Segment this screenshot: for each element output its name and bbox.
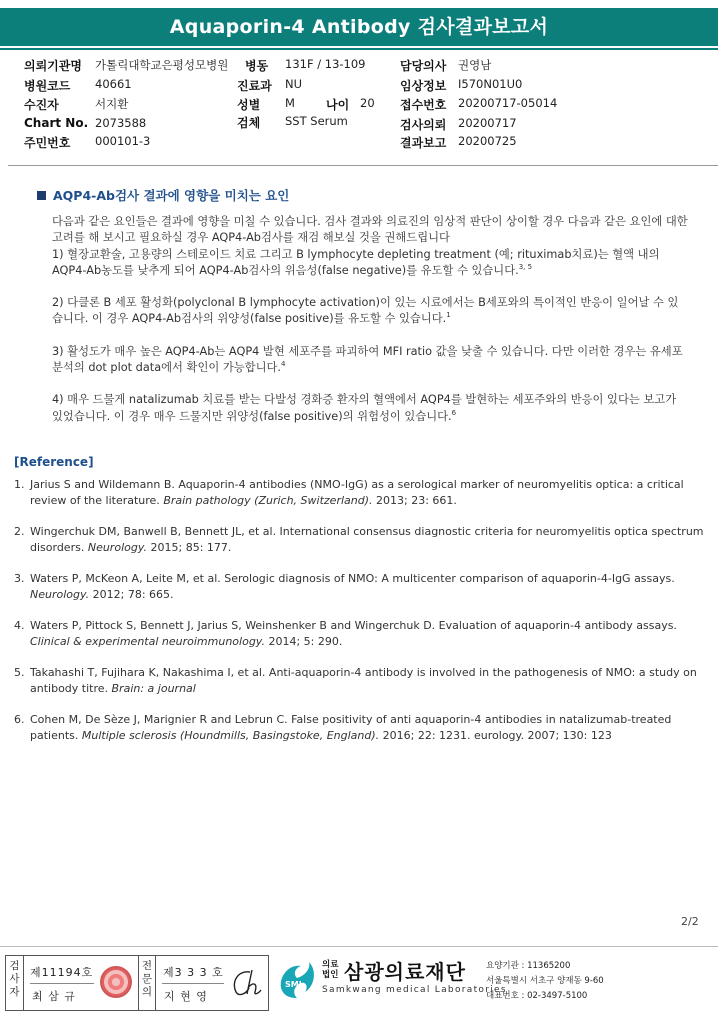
factor-item-3-ref: 4 (281, 360, 286, 369)
section-title-text: AQP4-Ab검사 결과에 영향을 미치는 요인 (53, 188, 290, 203)
factor-item-2-ref: 1 (446, 311, 451, 320)
verifier-license: 제3 3 3 호 (163, 966, 224, 979)
age-label: 나이 (326, 98, 350, 112)
handwritten-signature (228, 966, 264, 1000)
sex-value: M (285, 96, 295, 110)
department-label: 진료과 (237, 79, 272, 93)
institution-label: 의뢰기관명 (24, 59, 82, 73)
organization-name: 삼광의료재단 (344, 960, 466, 984)
page-number: 2/2 (681, 915, 699, 928)
factor-item-1-ref: 3, 5 (518, 263, 533, 272)
section-intro: 다음과 같은 요인들은 결과에 영향을 미칠 수 있습니다. 검사 결과와 의료진의 임상적 판단이 상이할 경우 다음과 같은 요인에 대한 고려를 해 보시고 필요하실 경우 AQP4-Ab검사를 재검 해보실 것을 권해드립니다 1) 혈장교환술, 고용량의 스테로이드 치료 그리고 B lymphocyte depleting treatment (예; rituximab치료)는 혈액 내의 AQP4-Ab농도를 낮추게 되어 AQP4-Ab검사의 위음성(false negative)를 유도할 수 있습니다.$^{3, 5}$ (52, 215, 688, 277)
org-address: 서울특별시 서초구 양재동 9-60 (486, 976, 604, 986)
factor-item-3-paragraph (52, 344, 688, 377)
recipient-label: 수진자 (24, 98, 59, 112)
reference-item: 5. Takahashi T, Fujihara K, Nakashima I, et al. Anti-aquaporin-4 antibody is involved in the pathogenesis of NMO: a study on antibody titre. Brain: a journal (14, 666, 697, 695)
reference-item: 1. Jarius S and Wildemann B. Aquaporin-4 antibodies (NMO-IgG) as a serological marker of neuromyelitis optica: a critical review of the literature. Brain pathology (Zurich, Switzerland). 2013; 23: 661. (14, 478, 684, 507)
info-divider (8, 165, 718, 166)
specimen-value: SST Serum (285, 114, 348, 128)
institution-code: 요양기관 : 11365200 (486, 961, 571, 971)
examiner-line (30, 983, 94, 984)
factor-item-2: 2) 다클론 B 세포 활성화(polyclonal B lymphocyte activation)이 있는 시료에서는 B세포와의 특이적인 반응이 일어날 수 있습니다. 이 경우 AQP4-Ab검사의 위양성(false positive)를 유도할 수 있습니다. (52, 296, 679, 326)
verifier-line (162, 983, 224, 984)
reference-item: 2. Wingerchuk DM, Banwell B, Bennett JL, et al. International consensus diagnostic criteria for neuromyelitis optica spectrum disorders. Neurology. 2015; 85: 177. (14, 525, 704, 554)
receipt-no-label: 접수번호 (400, 98, 447, 112)
footer-divider (0, 946, 718, 947)
reference-item: 6. Cohen M, De Sèze J, Marignier R and Lebrun C. False positivity of anti aquaporin-4 antibodies in natalizumab-treated patients. Multiple sclerosis (Houndmills, Basingstoke, England). 2016; 22: 1231. eurology. 2007; 130: 123 (14, 713, 672, 742)
title-divider (0, 48, 718, 50)
request-date-value: 20200717 (458, 116, 517, 130)
doctor-value: 권영남 (458, 58, 492, 72)
specimen-label: 검체 (237, 116, 261, 130)
hospital-code-value: 40661 (95, 77, 132, 91)
department-value: NU (285, 77, 303, 91)
verifier-label: 전 문 의 (138, 956, 156, 1010)
hospital-code-label: 병원코드 (24, 79, 71, 93)
ward-value: 131F / 13-109 (285, 57, 366, 71)
chart-no-label: Chart No. (24, 116, 89, 130)
section-title (37, 186, 289, 204)
verifier-name: 지 현 영 (164, 990, 208, 1003)
reference-item: 3. Waters P, McKeon A, Leite M, et al. Serologic diagnosis of NMO: A multicenter comparison of aquaporin-4-IgG assays. Neurology. 2012; 78: 665. (14, 572, 675, 601)
signature-box (5, 955, 269, 1011)
factor-item-1: 1) 혈장교환술, 고용량의 스테로이드 치료 그리고 B lymphocyte depleting treatment (예; rituximab치료)는 혈액 내의 AQP4-Ab농도를 낮추게 되어 AQP4-Ab검사의 위음성(false negative)를 유도할 수 있습니다. (52, 247, 660, 277)
square-bullet-icon (37, 191, 46, 200)
reference-title: [Reference] (14, 455, 94, 469)
patient-info-block (0, 52, 718, 164)
org-phone: 대표번호 : 02-3497-5100 (486, 991, 588, 1001)
age-value: 20 (360, 96, 375, 110)
sex-label: 성별 (237, 98, 261, 112)
official-seal-icon (100, 966, 132, 998)
sml-logo-icon (275, 958, 319, 1002)
reference-list (14, 477, 710, 759)
factor-item-3: 3) 활성도가 매우 높은 AQP4-Ab는 AQP4 발현 세포주를 파괴하여 MFI ratio 값을 낮출 수 있습니다. 다만 이러한 경우는 유세포분석의 dot plot data에서 확인이 가능합니다. (52, 344, 683, 375)
ward-label: 병동 (245, 59, 269, 73)
factor-item-2-paragraph (52, 295, 688, 328)
report-title: Aquaporin-4 Antibody 검사결과보고서 (0, 8, 718, 46)
contact-info (486, 959, 604, 1004)
report-date-label: 결과보고 (400, 136, 447, 150)
receipt-no-value: 20200717-05014 (458, 96, 558, 110)
clinical-info-label: 임상정보 (400, 79, 447, 93)
resident-no-value: 000101-3 (95, 134, 151, 148)
factor-item-4-ref: 6 (451, 408, 457, 417)
section-body (52, 214, 688, 441)
examiner-license: 제11194호 (30, 966, 94, 979)
org-small-label: 의료 법인 (322, 960, 339, 980)
factor-item-4-paragraph (52, 392, 688, 425)
organization-english-name: Samkwang medical Laboratories (322, 985, 507, 995)
clinical-info-value: I570N01U0 (458, 77, 523, 91)
doctor-label: 담당의사 (400, 59, 447, 73)
report-date-value: 20200725 (458, 134, 517, 148)
request-date-label: 검사의뢰 (400, 118, 447, 132)
examiner-label: 검 사 자 (6, 956, 24, 1010)
svg-text:SML: SML (285, 980, 304, 989)
examiner-name: 최 삼 규 (32, 990, 76, 1003)
reference-item: 4. Waters P, Pittock S, Bennett J, Jarius S, Weinshenker B and Wingerchuk D. Evaluation of aquaporin-4 antibody assays. Clinical & experimental neuroimmunology. 2014; 5: 290. (14, 619, 677, 648)
recipient-value: 서지환 (95, 97, 129, 111)
factor-item-4: 4) 매우 드물게 natalizumab 치료를 받는 다발성 경화증 환자의 혈액에서 AQP4를 발현하는 세포주와의 반응이 있다는 보고가 있었습니다. 이 경우 매우 드물지만 위양성(false positive)의 위험성이 있습니다. (52, 393, 677, 423)
chart-no-value: 2073588 (95, 116, 147, 130)
resident-no-label: 주민번호 (24, 136, 71, 150)
institution-value: 가톨릭대학교은평성모병원 (95, 58, 229, 72)
